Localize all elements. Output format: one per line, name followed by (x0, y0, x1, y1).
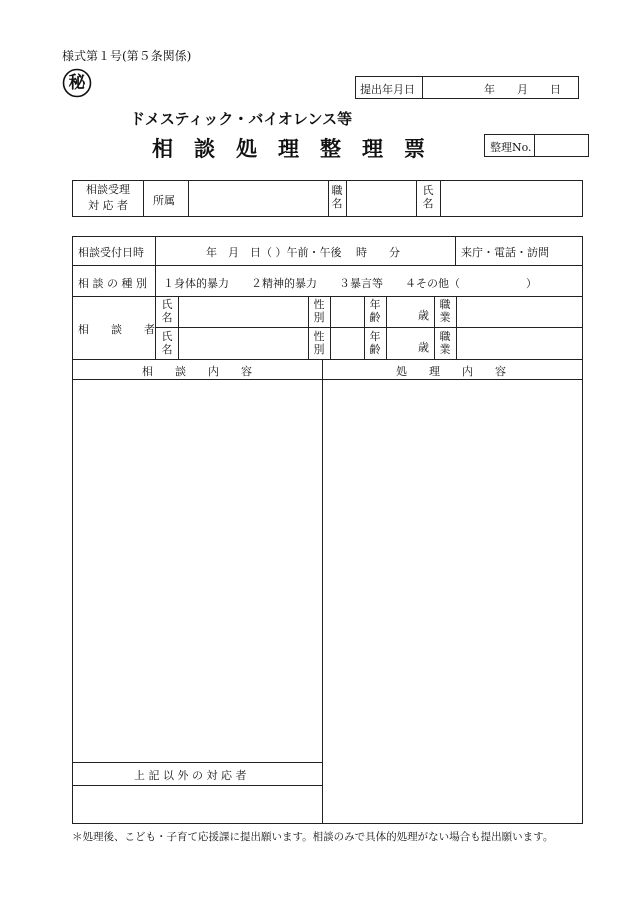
handling-content-field[interactable] (323, 380, 582, 823)
submit-date-label: 提出年月日 (360, 83, 415, 96)
consulter-2-gender-label: 性 別 (313, 330, 325, 356)
form-title: 相 談 処 理 整 理 票 (152, 136, 425, 161)
consulter-2-age-label: 年 齢 (369, 330, 381, 356)
consulter-1-job-field[interactable] (457, 297, 582, 326)
consulter-2-job-label: 職 業 (439, 330, 451, 356)
consultation-type-options[interactable]: １身体的暴力 ２精神的暴力 ３暴言等 ４その他（ ） (163, 277, 537, 290)
consulter-2-name-label: 氏 名 (161, 330, 173, 356)
consultation-content-field[interactable] (73, 380, 321, 761)
form-subtitle: ドメスティック・バイオレンス等 (130, 110, 353, 128)
received-datetime-label: 相談受付日時 (78, 246, 144, 259)
consultation-content-header: 相 談 内 容 (142, 365, 252, 378)
responder-position-field[interactable] (347, 181, 415, 216)
consulter-2-job-field[interactable] (457, 328, 582, 358)
consulter-1-name-label: 氏 名 (161, 298, 173, 324)
consultation-type-label: 相 談 の 種 別 (78, 277, 147, 290)
consulter-2-gender-field[interactable] (331, 328, 363, 358)
footnote: ＊処理後、こども・子育て応援課に提出願います。相談のみで具体的処理がない場合も提出願います。 (72, 831, 554, 843)
submit-date-value[interactable]: 年 月 日 (484, 83, 561, 96)
consulter-1-gender-label: 性 別 (313, 298, 325, 324)
consulter-1-job-label: 職 業 (439, 298, 451, 324)
affiliation-field[interactable] (189, 181, 327, 216)
affiliation-label: 所属 (153, 194, 175, 207)
other-responders-field[interactable] (73, 786, 321, 823)
responder-label: 相談受理 対 応 者 (86, 183, 130, 212)
consulter-2-age-unit: 歳 (418, 341, 429, 354)
contact-method-options[interactable]: 来庁・電話・訪問 (461, 246, 549, 259)
handling-content-header: 処 理 内 容 (396, 365, 506, 378)
received-datetime-value[interactable]: 年 月 日（ ）午前・午後 時 分 (206, 246, 400, 259)
consulter-label: 相 談 者 (78, 323, 155, 336)
consulter-1-name-field[interactable] (179, 297, 307, 326)
responder-position-label: 職 名 (331, 184, 343, 210)
form-reference: 様式第１号(第５条関係) (62, 49, 192, 63)
consulter-2-name-field[interactable] (179, 328, 307, 358)
other-responders-label: 上 記 以 外 の 対 応 者 (134, 769, 247, 782)
responder-name-label: 氏 名 (422, 184, 434, 210)
consulter-1-gender-field[interactable] (331, 297, 363, 326)
responder-name-field[interactable] (441, 181, 582, 216)
ref-number-label: 整理No. (490, 141, 532, 154)
secret-stamp-icon: 秘 (62, 68, 92, 98)
consulter-1-age-label: 年 齢 (369, 298, 381, 324)
consulter-1-age-unit: 歳 (418, 309, 429, 322)
